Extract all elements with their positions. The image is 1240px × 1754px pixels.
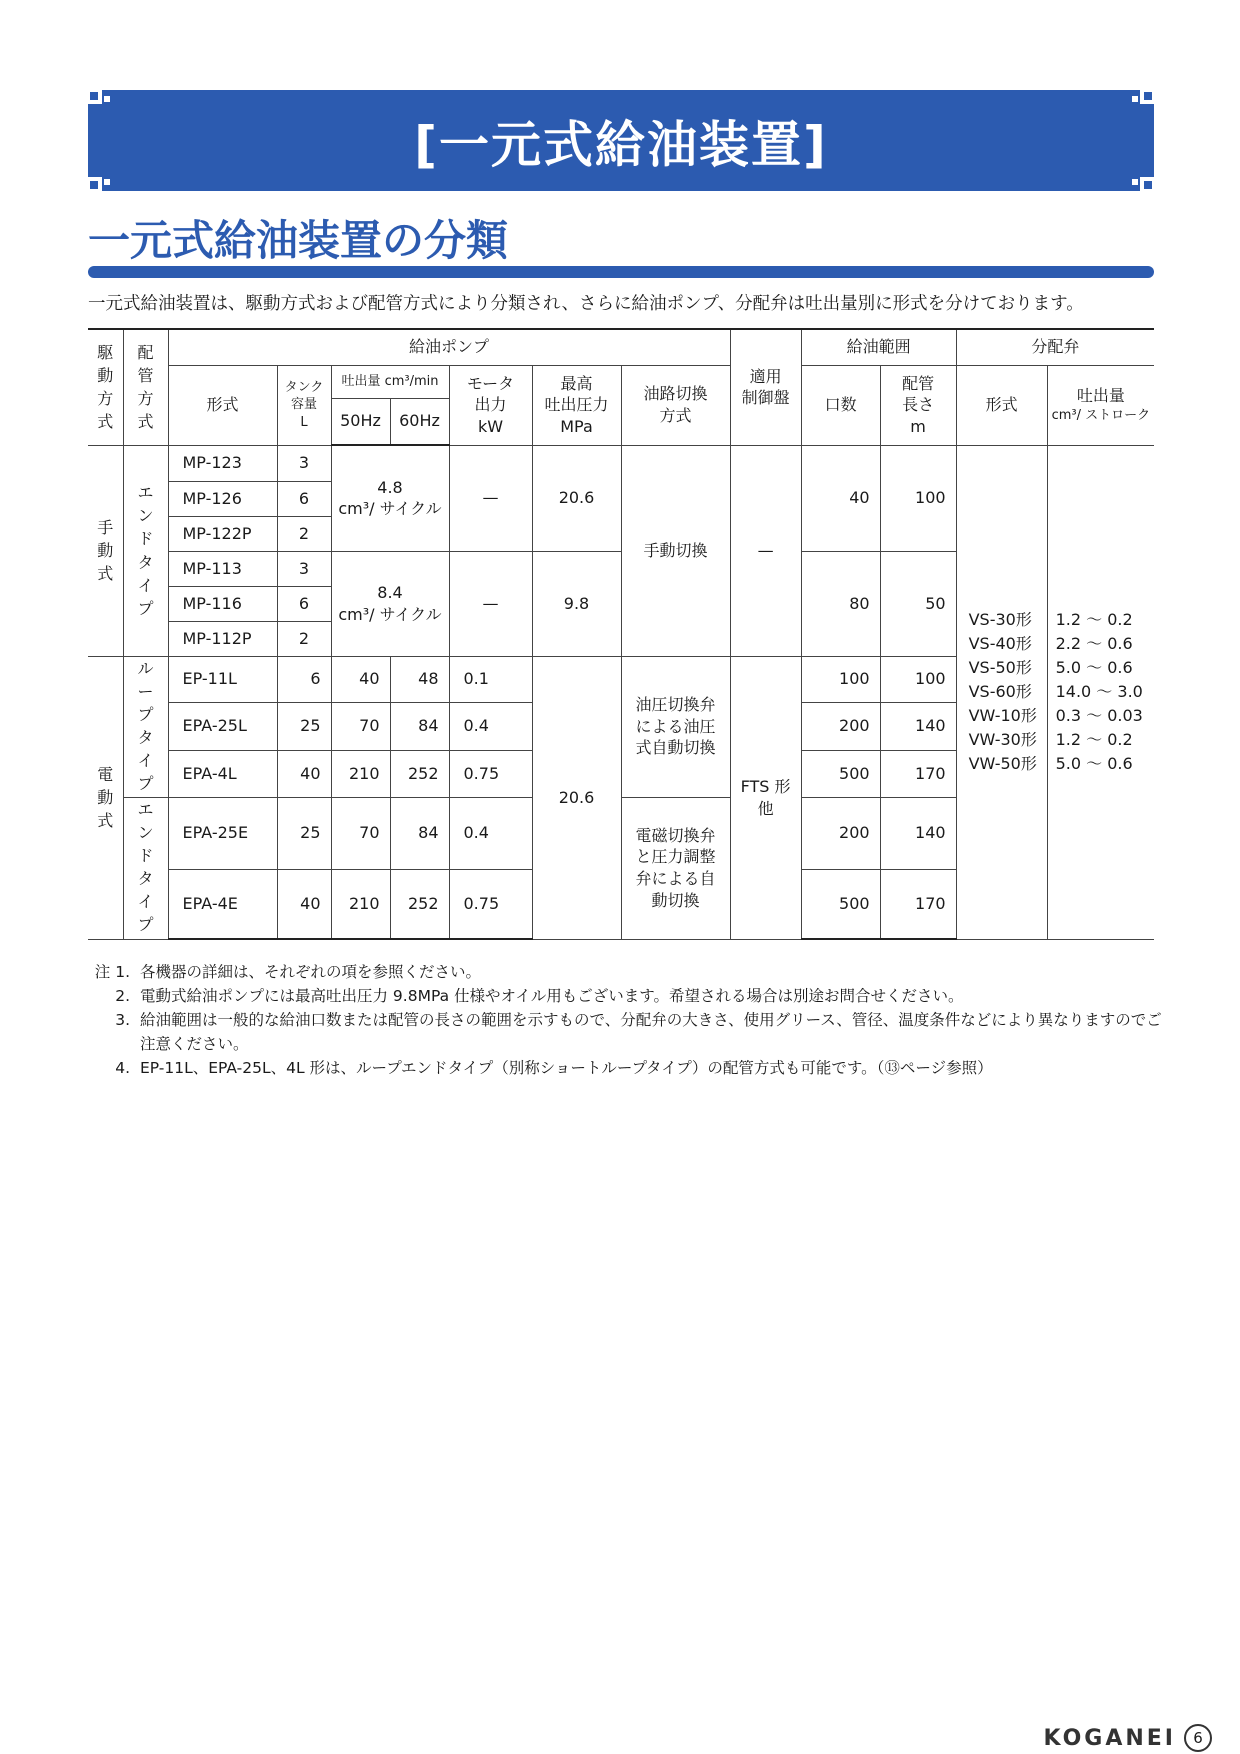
switch-electric-loop	[621, 656, 730, 797]
length-cell: 140	[880, 702, 956, 750]
valve-model: VW-30形	[968, 730, 1037, 749]
length-cell: 170	[880, 869, 956, 939]
header-50hz: 50Hz	[331, 398, 390, 445]
ports-cell: 500	[801, 750, 880, 797]
hz50-cell: 210	[331, 869, 390, 939]
note-number: 3.	[115, 1011, 130, 1029]
piping-electric-loop-text: ル ー プ タ イ プ	[137, 658, 154, 794]
valve-output: 2.2 ～ 0.6	[1055, 634, 1133, 653]
brand-logo: KOGANEI	[1043, 1725, 1176, 1751]
note-item	[88, 984, 1163, 1008]
hz60-cell: 84	[390, 702, 449, 750]
piping-manual-end-text: エ ン ド タ イ プ	[137, 482, 154, 618]
note-number: 注 1.	[94, 963, 130, 981]
length-cell: 170	[880, 750, 956, 797]
pressure-manual-2: 9.8	[532, 551, 621, 656]
motor-cell: 0.75	[449, 750, 532, 797]
valve-output: 1.2 ～ 0.2	[1055, 730, 1133, 749]
ports-manual-1: 40	[801, 445, 880, 551]
tank-cell: 6	[277, 586, 331, 621]
hz60-cell: 252	[390, 750, 449, 797]
valve-output: 5.0 ～ 0.6	[1055, 658, 1133, 677]
valve-output: 1.2 ～ 0.2	[1055, 610, 1133, 629]
motor-manual-1: —	[449, 445, 532, 551]
ports-cell: 100	[801, 656, 880, 702]
title-banner	[88, 90, 1154, 191]
hz50-cell: 70	[331, 702, 390, 750]
header-drive	[88, 329, 123, 445]
drive-electric-text: 電 動 式	[97, 764, 114, 831]
switch-electric-loop-text: 油圧切換弁 による油圧 式自動切換	[635, 695, 716, 758]
ports-cell: 200	[801, 702, 880, 750]
classification-table	[88, 328, 1154, 940]
valve-outputs	[1047, 445, 1154, 939]
tank-cell: 2	[277, 621, 331, 656]
panel-manual: —	[730, 445, 801, 656]
length-manual-2: 50	[880, 551, 956, 656]
note-number: 4.	[115, 1059, 130, 1077]
tank-cell: 3	[277, 445, 331, 481]
model-cell: MP-126	[168, 481, 277, 516]
model-cell: EPA-4E	[168, 869, 277, 939]
header-motor	[449, 365, 532, 445]
switch-electric-end-text: 電磁切換弁 と圧力調整 弁による自 動切換	[635, 825, 716, 910]
header-ports: 口数	[801, 365, 880, 445]
piping-manual-end	[123, 445, 168, 656]
switch-manual: 手動切換	[621, 445, 730, 656]
length-cell: 100	[880, 656, 956, 702]
header-drive-text: 駆 動 方 式	[97, 342, 114, 432]
header-discharge: 吐出量 cm³/min	[331, 365, 449, 398]
switch-electric-end	[621, 797, 730, 939]
tank-cell: 2	[277, 516, 331, 551]
banner-title: [一元式給油装置]	[414, 115, 828, 174]
model-cell: MP-116	[168, 586, 277, 621]
table-row	[88, 445, 1154, 481]
header-motor-text: モータ 出力 kW	[466, 373, 515, 436]
model-cell: EP-11L	[168, 656, 277, 702]
section-title: 一元式給油装置の分類	[88, 216, 509, 265]
tank-cell: 3	[277, 551, 331, 586]
header-tank	[277, 365, 331, 445]
panel-electric-text: FTS 形 他	[740, 776, 791, 818]
header-piping-text: 配 管 方 式	[137, 342, 154, 432]
valve-output: 0.3 ～ 0.03	[1055, 706, 1143, 725]
pressure-manual-1: 20.6	[532, 445, 621, 551]
header-pump-group: 給油ポンプ	[168, 329, 730, 365]
header-pipe-length-text: 配管 長さ m	[902, 373, 935, 436]
header-pressure	[532, 365, 621, 445]
valve-model: VS-40形	[968, 634, 1032, 653]
header-model: 形式	[168, 365, 277, 445]
header-valve-group: 分配弁	[956, 329, 1154, 365]
note-item	[88, 1056, 1163, 1080]
hz60-cell: 48	[390, 656, 449, 702]
model-cell: MP-113	[168, 551, 277, 586]
valve-output: 5.0 ～ 0.6	[1055, 754, 1133, 773]
page-number: 6	[1184, 1724, 1212, 1752]
model-cell: MP-122P	[168, 516, 277, 551]
header-valve-output	[1047, 365, 1154, 445]
drive-manual-text: 手 動 式	[97, 517, 114, 584]
motor-cell: 0.4	[449, 702, 532, 750]
motor-manual-2: —	[449, 551, 532, 656]
model-cell: EPA-4L	[168, 750, 277, 797]
note-number: 2.	[115, 987, 130, 1005]
header-60hz: 60Hz	[390, 398, 449, 445]
tank-cell: 40	[277, 869, 331, 939]
header-piping	[123, 329, 168, 445]
motor-cell: 0.4	[449, 797, 532, 869]
tank-cell: 6	[277, 481, 331, 516]
motor-cell: 0.75	[449, 869, 532, 939]
hz60-cell: 252	[390, 869, 449, 939]
model-cell: EPA-25E	[168, 797, 277, 869]
header-switch	[621, 365, 730, 445]
footer	[1044, 1724, 1212, 1752]
header-pressure-text: 最高 吐出圧力 MPa	[544, 373, 609, 436]
discharge-manual-2-text: 8.4 cm³/ サイクル	[338, 582, 442, 624]
piping-electric-end	[123, 797, 168, 939]
notes	[88, 960, 1163, 1080]
header-tank-text: タンク 容量 L	[284, 379, 324, 430]
valve-output: 14.0 ～ 3.0	[1055, 682, 1143, 701]
intro-text: 一元式給油装置は、駆動方式および配管方式により分類され、さらに給油ポンプ、分配弁は吐出量別に形式を分けております。	[88, 294, 1084, 314]
valve-model: VS-50形	[968, 658, 1032, 677]
header-pipe-length	[880, 365, 956, 445]
hz50-cell: 70	[331, 797, 390, 869]
header-panel-text: 適用 制御盤	[741, 366, 790, 408]
piping-electric-end-text: エ ン ド タ イ プ	[137, 799, 154, 935]
header-switch-text: 油路切換 方式	[643, 384, 708, 425]
note-text: 各機器の詳細は、それぞれの項を参照ください。	[140, 963, 482, 981]
valve-model: VW-50形	[968, 754, 1037, 773]
note-text: 給油範囲は一般的な給油口数または配管の長さの範囲を示すもので、分配弁の大きさ、使用グリース、管径、温度条件などにより異なりますのでご注意ください。	[140, 1011, 1162, 1053]
note-item	[88, 960, 1163, 984]
pressure-electric: 20.6	[532, 656, 621, 939]
discharge-manual-2	[331, 551, 449, 656]
valve-model: VS-60形	[968, 682, 1032, 701]
tank-cell: 40	[277, 750, 331, 797]
ports-cell: 500	[801, 869, 880, 939]
panel-electric	[730, 656, 801, 939]
header-range-group: 給油範囲	[801, 329, 956, 365]
discharge-manual-1-text: 4.8 cm³/ サイクル	[338, 477, 442, 519]
valve-model: VS-30形	[968, 610, 1032, 629]
drive-electric	[88, 656, 123, 939]
tank-cell: 25	[277, 797, 331, 869]
discharge-manual-1	[331, 445, 449, 551]
model-cell: MP-112P	[168, 621, 277, 656]
ports-cell: 200	[801, 797, 880, 869]
tank-cell: 25	[277, 702, 331, 750]
note-text: 電動式給油ポンプには最高吐出圧力 9.8MPa 仕様やオイル用もございます。希望される場合は別途お問合せください。	[140, 987, 964, 1005]
ports-manual-2: 80	[801, 551, 880, 656]
model-cell: MP-123	[168, 445, 277, 481]
hz50-cell: 40	[331, 656, 390, 702]
valve-models	[956, 445, 1047, 939]
note-text: EP-11L、EPA-25L、4L 形は、ループエンドタイプ（別称ショートループタイプ）の配管方式も可能です。（⑬ページ参照）	[140, 1059, 993, 1077]
tank-cell: 6	[277, 656, 331, 702]
valve-output-list	[1056, 608, 1155, 776]
header-panel	[730, 329, 801, 445]
valve-model-list	[969, 608, 1047, 776]
model-cell: EPA-25L	[168, 702, 277, 750]
piping-electric-loop	[123, 656, 168, 797]
motor-cell: 0.1	[449, 656, 532, 702]
header-valve-model: 形式	[956, 365, 1047, 445]
length-cell: 140	[880, 797, 956, 869]
section-divider	[88, 266, 1154, 278]
note-item	[88, 1008, 1163, 1056]
hz50-cell: 210	[331, 750, 390, 797]
hz60-cell: 84	[390, 797, 449, 869]
valve-model: VW-10形	[968, 706, 1037, 725]
drive-manual	[88, 445, 123, 656]
length-manual-1: 100	[880, 445, 956, 551]
header-valve-output-text: 吐出量 cm³/ ストローク	[1051, 386, 1151, 424]
